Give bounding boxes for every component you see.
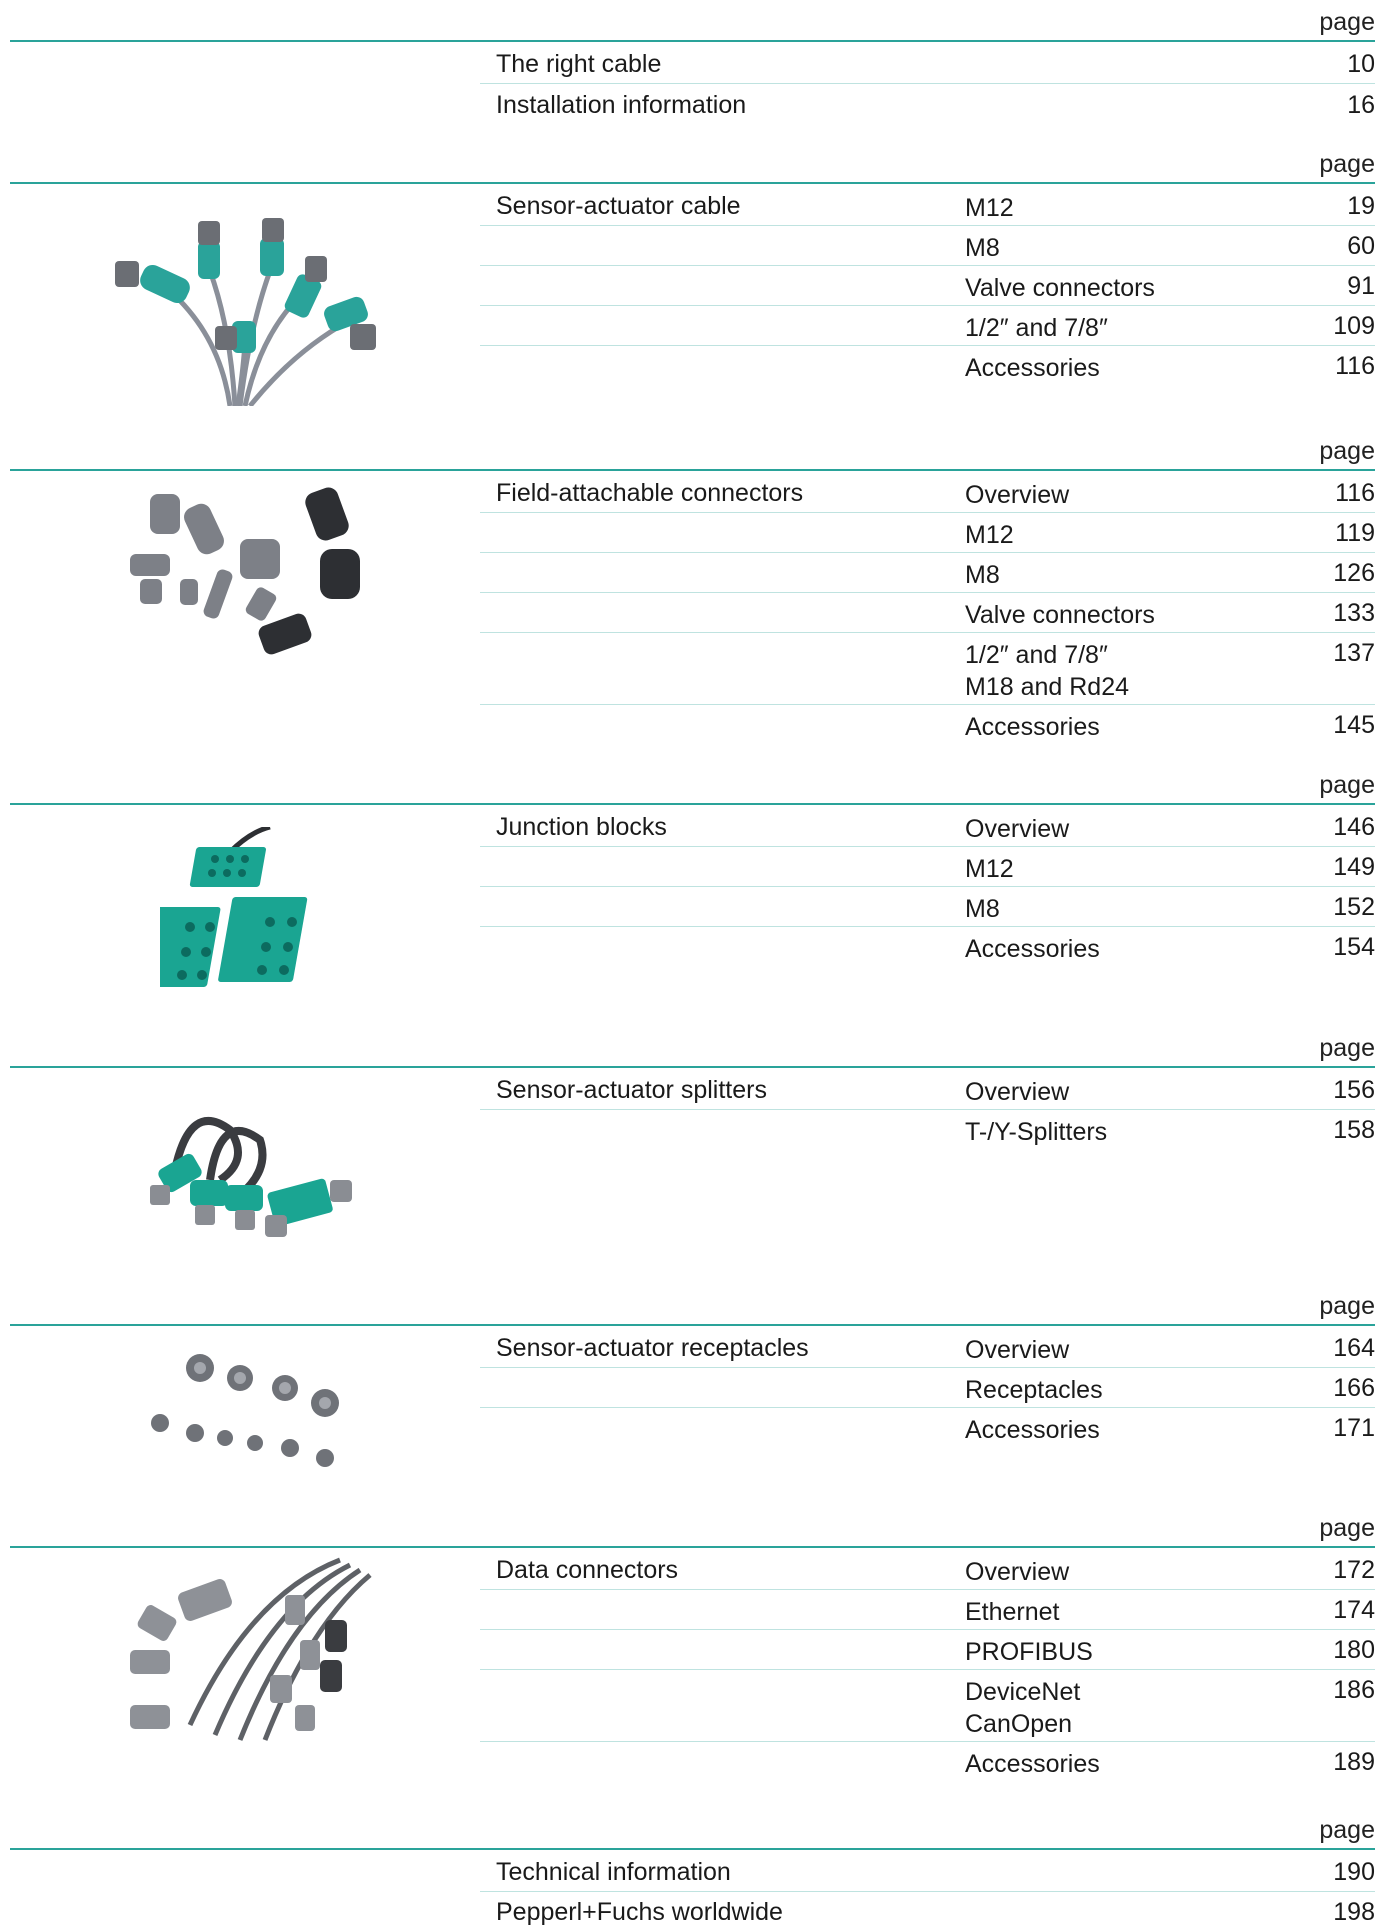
toc-row[interactable]	[480, 1670, 1375, 1742]
page-number: 16	[1347, 91, 1375, 119]
toc-row[interactable]	[480, 85, 1375, 125]
subcategory-label: Accessories	[965, 713, 1100, 741]
subcategory-label: Receptacles	[965, 1376, 1103, 1404]
toc-row[interactable]	[480, 1070, 1375, 1110]
subcategory-label: M12	[965, 855, 1014, 883]
toc-row[interactable]	[480, 1852, 1375, 1892]
page-column-label: page	[1319, 1816, 1375, 1844]
page-number: 198	[1333, 1898, 1375, 1926]
page-number: 119	[1335, 519, 1375, 547]
subcategory-label: Overview	[965, 815, 1070, 843]
subcategory-label: M8	[965, 234, 1000, 262]
toc-row[interactable]	[480, 1892, 1375, 1932]
page-number: 60	[1347, 232, 1375, 260]
page-number: 190	[1333, 1858, 1375, 1886]
section-rule	[10, 1066, 1375, 1068]
subcategory-label	[965, 639, 1129, 703]
junction-blocks-image	[160, 827, 360, 1002]
page-number: 166	[1333, 1374, 1375, 1402]
subcategory-label: Overview	[965, 481, 1070, 509]
section-rule	[10, 1324, 1375, 1326]
toc-row[interactable]	[480, 266, 1375, 306]
toc-row[interactable]	[480, 705, 1375, 745]
row-divider	[480, 83, 1375, 84]
subcategory-label: Accessories	[965, 935, 1100, 963]
subcategory-label	[965, 1676, 1080, 1740]
subcategory-label: M12	[965, 194, 1014, 222]
toc-row[interactable]	[480, 1408, 1375, 1448]
splitters-image	[150, 1100, 370, 1255]
page-number: 180	[1333, 1636, 1375, 1664]
page-column-label: page	[1319, 771, 1375, 799]
page-number: 145	[1333, 711, 1375, 739]
subcategory-label: 1/2″ and 7/8″	[965, 314, 1108, 342]
page-number: 171	[1333, 1414, 1375, 1442]
toc-row[interactable]	[480, 553, 1375, 593]
section-rule	[10, 182, 1375, 184]
category-label: Sensor-actuator receptacles	[496, 1334, 809, 1362]
toc-row[interactable]	[480, 1110, 1375, 1150]
subcategory-line-2: CanOpen	[965, 1710, 1073, 1738]
toc-row[interactable]	[480, 306, 1375, 346]
page-number: 189	[1333, 1748, 1375, 1776]
toc-row[interactable]	[480, 633, 1375, 705]
category-label: Field-attachable connectors	[496, 479, 804, 507]
subcategory-label: Overview	[965, 1336, 1070, 1364]
section-rule	[10, 469, 1375, 471]
toc-row[interactable]	[480, 513, 1375, 553]
toc-row[interactable]	[480, 473, 1375, 513]
page-number: 152	[1333, 893, 1375, 921]
page-number: 10	[1347, 50, 1375, 78]
toc-row[interactable]	[480, 1368, 1375, 1408]
category-label: Data connectors	[496, 1556, 679, 1584]
subcategory-label: PROFIBUS	[965, 1638, 1093, 1666]
toc-row[interactable]	[480, 807, 1375, 847]
page-column-label: page	[1319, 150, 1375, 178]
page-number: 126	[1333, 559, 1375, 587]
page-number: 164	[1333, 1334, 1375, 1362]
subcategory-line-2: M18 and Rd24	[965, 673, 1130, 701]
page-column-label: page	[1319, 1292, 1375, 1320]
subcategory-label: T-/Y-Splitters	[965, 1118, 1108, 1146]
category-label: Junction blocks	[496, 813, 667, 841]
toc-row[interactable]	[480, 1550, 1375, 1590]
subcategory-label: M8	[965, 895, 1000, 923]
subcategory-label: Accessories	[965, 1416, 1100, 1444]
subcategory-label: M8	[965, 561, 1000, 589]
page-number: 19	[1347, 192, 1375, 220]
page-number: 172	[1333, 1556, 1375, 1584]
category-label: Installation information	[496, 91, 747, 119]
toc-row[interactable]	[480, 887, 1375, 927]
toc-row[interactable]	[480, 1590, 1375, 1630]
page-number: 116	[1335, 479, 1375, 507]
page-number: 149	[1333, 853, 1375, 881]
page-number: 186	[1333, 1676, 1375, 1704]
data-connectors-image	[120, 1555, 380, 1760]
category-label: Technical information	[496, 1858, 731, 1886]
section-rule	[10, 40, 1375, 42]
toc-row[interactable]	[480, 226, 1375, 266]
subcategory-label: Valve connectors	[965, 601, 1155, 629]
toc-row[interactable]	[480, 847, 1375, 887]
toc-row[interactable]	[480, 44, 1375, 84]
page-number: 109	[1333, 312, 1375, 340]
page-number: 146	[1333, 813, 1375, 841]
page-number: 156	[1333, 1076, 1375, 1104]
subcategory-line-1: 1/2″ and 7/8″	[965, 641, 1108, 669]
subcategory-label: M12	[965, 521, 1014, 549]
section-rule	[10, 803, 1375, 805]
section-rule	[10, 1848, 1375, 1850]
category-label: Sensor-actuator splitters	[496, 1076, 767, 1104]
toc-row[interactable]	[480, 186, 1375, 226]
subcategory-label: Overview	[965, 1558, 1070, 1586]
category-label: The right cable	[496, 50, 662, 78]
subcategory-label: Accessories	[965, 1750, 1100, 1778]
toc-row[interactable]	[480, 1630, 1375, 1670]
page-number: 174	[1333, 1596, 1375, 1624]
cable-assemblies-image	[100, 216, 380, 411]
receptacles-image	[140, 1348, 370, 1493]
page-column-label: page	[1319, 437, 1375, 465]
toc-row[interactable]	[480, 593, 1375, 633]
category-label: Pepperl+Fuchs worldwide	[496, 1898, 783, 1926]
subcategory-line-1: DeviceNet	[965, 1678, 1081, 1706]
page-number: 154	[1333, 933, 1375, 961]
subcategory-label: Ethernet	[965, 1598, 1060, 1626]
subcategory-label: Valve connectors	[965, 274, 1155, 302]
subcategory-label: Overview	[965, 1078, 1070, 1106]
page-number: 133	[1333, 599, 1375, 627]
toc-row[interactable]	[480, 1328, 1375, 1368]
field-connectors-image	[120, 479, 380, 674]
toc-row[interactable]	[480, 346, 1375, 386]
subcategory-label: Accessories	[965, 354, 1100, 382]
page-column-label: page	[1319, 8, 1375, 36]
page-number: 116	[1335, 352, 1375, 380]
page-column-label: page	[1319, 1034, 1375, 1062]
category-label: Sensor-actuator cable	[496, 192, 741, 220]
toc-row[interactable]	[480, 1742, 1375, 1782]
page-number: 91	[1347, 272, 1375, 300]
page-number: 137	[1333, 639, 1375, 667]
toc-row[interactable]	[480, 927, 1375, 967]
page-number: 158	[1333, 1116, 1375, 1144]
page-column-label: page	[1319, 1514, 1375, 1542]
section-rule	[10, 1546, 1375, 1548]
